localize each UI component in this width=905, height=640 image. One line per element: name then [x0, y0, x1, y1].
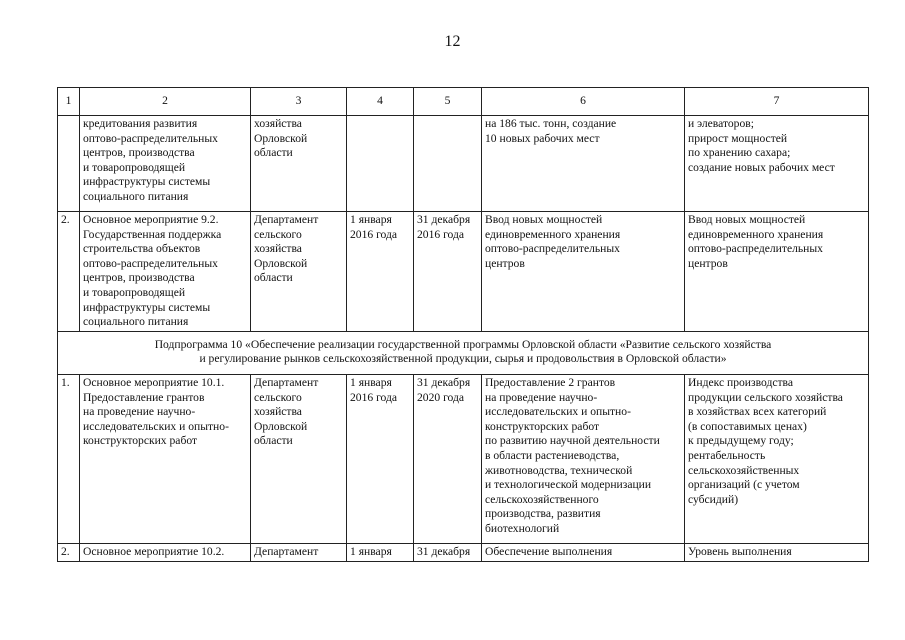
- column-header: 6: [482, 88, 685, 116]
- start-date-cell: 1 января 2016 года: [347, 374, 414, 543]
- indicator-cell: Индекс производства продукции сельского хозяйства в хозяйствах всех категорий (в сопоставимых ценах) к предыдущему году; рентабельность сельскохозяйственных организаций (с учетом субсидий): [685, 374, 869, 543]
- start-date-cell: [347, 116, 414, 212]
- activities-table: [57, 87, 869, 562]
- row-number: 2.: [58, 543, 80, 561]
- column-header: 2: [80, 88, 251, 116]
- executor-cell: Департамент сельского хозяйства Орловской области: [251, 212, 347, 332]
- indicator-cell: и элеваторов; прирост мощностей по хранению сахара; создание новых рабочих мест: [685, 116, 869, 212]
- result-cell: на 186 тыс. тонн, создание 10 новых рабочих мест: [482, 116, 685, 212]
- activity-cell: Основное мероприятие 9.2. Государственная поддержка строительства объектов оптово-распределительных центров, производства и товаропроводящей инфраструктуры системы социального питания: [80, 212, 251, 332]
- column-header: 7: [685, 88, 869, 116]
- row-number: [58, 116, 80, 212]
- table-row: [58, 116, 869, 212]
- indicator-cell: Уровень выполнения: [685, 543, 869, 561]
- table-header-row: [58, 88, 869, 116]
- end-date-cell: 31 декабря: [414, 543, 482, 561]
- result-cell: Обеспечение выполнения: [482, 543, 685, 561]
- executor-cell: Департамент сельского хозяйства Орловской области: [251, 374, 347, 543]
- executor-cell: хозяйства Орловской области: [251, 116, 347, 212]
- table-row: [58, 212, 869, 332]
- table-row: [58, 374, 869, 543]
- start-date-cell: 1 января: [347, 543, 414, 561]
- page-number: 12: [444, 33, 461, 50]
- column-header: 4: [347, 88, 414, 116]
- executor-cell: Департамент: [251, 543, 347, 561]
- start-date-cell: 1 января 2016 года: [347, 212, 414, 332]
- activity-cell: Основное мероприятие 10.2.: [80, 543, 251, 561]
- activity-cell: кредитования развития оптово-распределительных центров, производства и товаропроводящей инфраструктуры системы социального питания: [80, 116, 251, 212]
- subprogram-title: Подпрограмма 10 «Обеспечение реализации государственной программы Орловской области «Развитие сельского хозяйства и регулирование рынков сельскохозяйственной продукции, сырья и продовольствия в Орловской области»: [58, 331, 869, 374]
- table-row: [58, 543, 869, 561]
- end-date-cell: 31 декабря 2020 года: [414, 374, 482, 543]
- result-cell: Предоставление 2 грантов на проведение научно- исследовательских и опытно- конструкторских работ по развитию научной деятельности в области растениеводства, животноводства, технической и технологической модернизации сельскохозяйственного производства, развития биотехнологий: [482, 374, 685, 543]
- indicator-cell: Ввод новых мощностей единовременного хранения оптово-распределительных центров: [685, 212, 869, 332]
- result-cell: Ввод новых мощностей единовременного хранения оптово-распределительных центров: [482, 212, 685, 332]
- end-date-cell: 31 декабря 2016 года: [414, 212, 482, 332]
- column-header: 3: [251, 88, 347, 116]
- subprogram-row: [58, 331, 869, 374]
- row-number: 1.: [58, 374, 80, 543]
- column-header: 5: [414, 88, 482, 116]
- column-header: 1: [58, 88, 80, 116]
- activity-cell: Основное мероприятие 10.1. Предоставление грантов на проведение научно- исследовательских и опытно- конструкторских работ: [80, 374, 251, 543]
- row-number: 2.: [58, 212, 80, 332]
- end-date-cell: [414, 116, 482, 212]
